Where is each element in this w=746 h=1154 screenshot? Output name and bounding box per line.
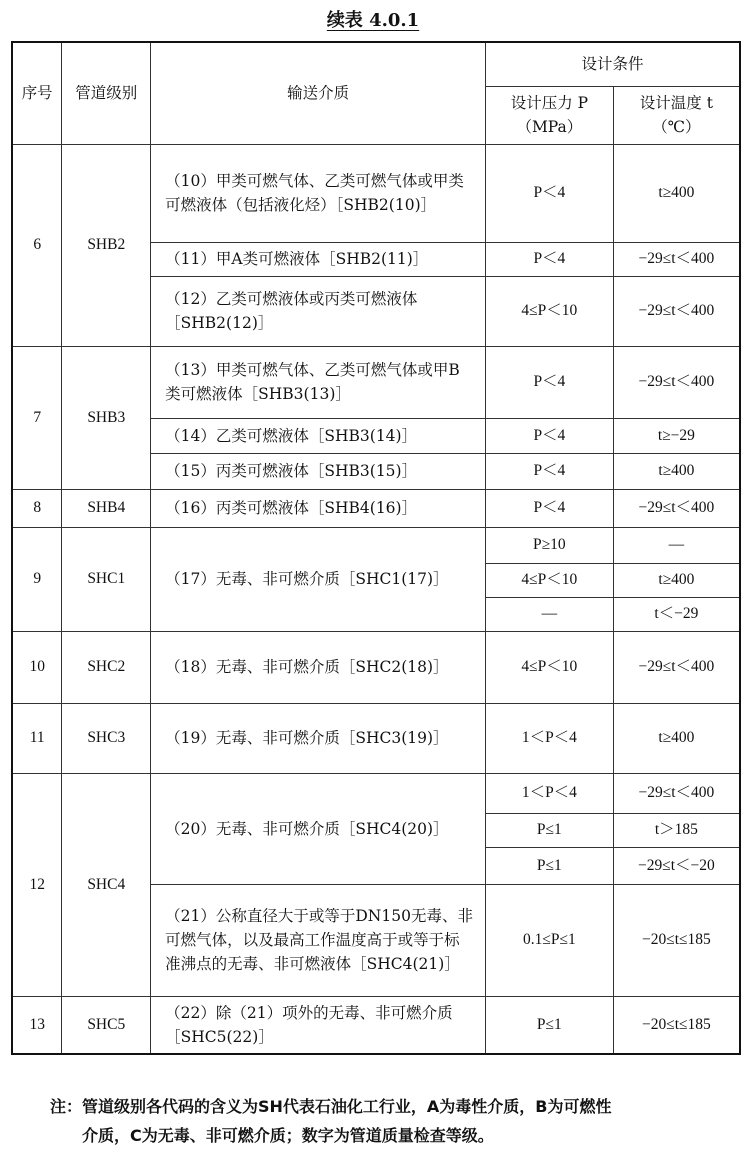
cell-pressure: P≤1 <box>486 813 614 847</box>
cell-temperature: −29≤t＜−20 <box>613 847 740 884</box>
cell-pressure: P＜4 <box>486 144 614 242</box>
table-row <box>12 527 740 563</box>
footnote <box>50 1092 740 1150</box>
cell-temperature: t≥400 <box>613 453 740 489</box>
cell-seq: 13 <box>12 996 62 1054</box>
header-grade: 管道级别 <box>62 42 151 144</box>
header-seq: 序号 <box>12 42 62 144</box>
cell-temperature: t＜−29 <box>613 597 740 631</box>
cell-pressure: 4≤P＜10 <box>486 631 614 703</box>
header-pressure <box>486 86 614 144</box>
cell-grade: SHC4 <box>62 773 151 996</box>
table-row <box>12 489 740 527</box>
cell-medium: （22）除（21）项外的无毒、非可燃介质［SHC5(22)］ <box>151 996 486 1054</box>
cell-temperature: t≥400 <box>613 144 740 242</box>
cell-grade: SHB2 <box>62 144 151 346</box>
cell-pressure: P＜4 <box>486 346 614 418</box>
cell-seq: 8 <box>12 489 62 527</box>
cell-medium: （21）公称直径大于或等于DN150无毒、非可燃气体，以及最高工作温度高于或等于标准沸点的无毒、非可燃液体［SHC4(21)］ <box>151 884 486 996</box>
cell-temperature: −29≤t＜400 <box>613 276 740 346</box>
cell-medium: （10）甲类可燃气体、乙类可燃气体或甲类可燃液体（包括液化烃）［SHB2(10)］ <box>151 144 486 242</box>
cell-pressure: 1＜P＜4 <box>486 773 614 813</box>
cell-pressure: P＜4 <box>486 242 614 276</box>
cell-medium: （18）无毒、非可燃介质［SHC2(18)］ <box>151 631 486 703</box>
cell-grade: SHC3 <box>62 703 151 773</box>
cell-temperature: −20≤t≤185 <box>613 996 740 1054</box>
table-row <box>12 144 740 242</box>
piping-grade-table <box>11 41 741 1055</box>
footnote-line-1: 注：管道级别各代码的含义为SH代表石油化工行业，A为毒性介质，B为可燃性 <box>50 1097 612 1116</box>
cell-medium: （20）无毒、非可燃介质［SHC4(20)］ <box>151 773 486 884</box>
cell-medium: （15）丙类可燃液体［SHB3(15)］ <box>151 453 486 489</box>
cell-pressure: P＜4 <box>486 453 614 489</box>
cell-medium: （13）甲类可燃气体、乙类可燃气体或甲B类可燃液体［SHB3(13)］ <box>151 346 486 418</box>
footnote-line-2: 介质，C为无毒、非可燃介质；数字为管道质量检查等级。 <box>82 1126 494 1145</box>
header-temperature-label: 设计温度 t <box>639 94 713 112</box>
cell-seq: 11 <box>12 703 62 773</box>
cell-grade: SHC2 <box>62 631 151 703</box>
cell-pressure: 4≤P＜10 <box>486 276 614 346</box>
cell-seq: 10 <box>12 631 62 703</box>
cell-pressure: P≤1 <box>486 996 614 1054</box>
cell-temperature: −29≤t＜400 <box>613 346 740 418</box>
cell-temperature: t≥400 <box>613 703 740 773</box>
cell-medium: （16）丙类可燃液体［SHB4(16)］ <box>151 489 486 527</box>
cell-seq: 6 <box>12 144 62 346</box>
table-title: 续表 4.0.1 <box>326 10 420 31</box>
cell-medium: （14）乙类可燃液体［SHB3(14)］ <box>151 418 486 453</box>
cell-pressure: 0.1≤P≤1 <box>486 884 614 996</box>
cell-grade: SHC5 <box>62 996 151 1054</box>
cell-pressure: P＜4 <box>486 489 614 527</box>
cell-temperature: — <box>613 527 740 563</box>
cell-temperature: t≥−29 <box>613 418 740 453</box>
cell-temperature: −29≤t＜400 <box>613 489 740 527</box>
cell-pressure: P≤1 <box>486 847 614 884</box>
header-temperature <box>613 86 740 144</box>
table-row <box>12 631 740 703</box>
cell-pressure: 4≤P＜10 <box>486 563 614 597</box>
cell-medium: （19）无毒、非可燃介质［SHC3(19)］ <box>151 703 486 773</box>
cell-pressure: 1＜P＜4 <box>486 703 614 773</box>
cell-medium: （11）甲A类可燃液体［SHB2(11)］ <box>151 242 486 276</box>
cell-pressure: — <box>486 597 614 631</box>
cell-temperature: t≥400 <box>613 563 740 597</box>
cell-pressure: P＜4 <box>486 418 614 453</box>
cell-medium: （17）无毒、非可燃介质［SHC1(17)］ <box>151 527 486 631</box>
cell-seq: 7 <box>12 346 62 489</box>
table-row <box>12 346 740 418</box>
header-pressure-unit: （MPa） <box>516 118 583 136</box>
header-temperature-unit: （℃） <box>652 118 701 136</box>
table-row <box>12 703 740 773</box>
cell-pressure: P≥10 <box>486 527 614 563</box>
cell-grade: SHC1 <box>62 527 151 631</box>
cell-temperature: −29≤t＜400 <box>613 242 740 276</box>
cell-seq: 12 <box>12 773 62 996</box>
cell-grade: SHB3 <box>62 346 151 489</box>
cell-temperature: −20≤t≤185 <box>613 884 740 996</box>
cell-seq: 9 <box>12 527 62 631</box>
header-pressure-label: 设计压力 P <box>510 94 589 112</box>
cell-medium: （12）乙类可燃液体或丙类可燃液体［SHB2(12)］ <box>151 276 486 346</box>
header-medium: 输送介质 <box>151 42 486 144</box>
table-row <box>12 996 740 1054</box>
cell-temperature: −29≤t＜400 <box>613 631 740 703</box>
cell-temperature: −29≤t＜400 <box>613 773 740 813</box>
cell-temperature: t＞185 <box>613 813 740 847</box>
table-row <box>12 773 740 813</box>
cell-grade: SHB4 <box>62 489 151 527</box>
header-design-conditions: 设计条件 <box>486 42 740 86</box>
